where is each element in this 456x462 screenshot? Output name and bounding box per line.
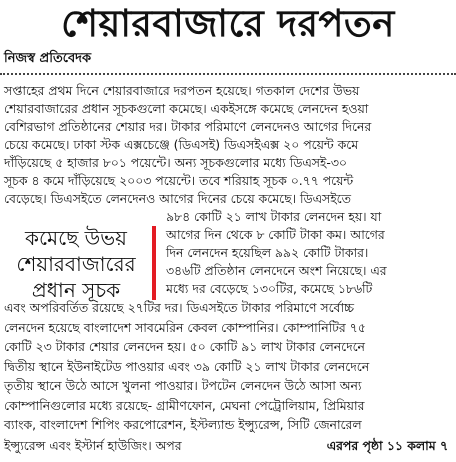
- last-line: [4, 437, 452, 455]
- body-line: চেয়ে কমেছে। ঢাকা স্টক এক্সচেঞ্জে (ডিএসই) ডিএসইএক্স ২০ পয়েন্ট কমে: [4, 137, 359, 152]
- body-line: বেশিরভাগ প্রতিষ্ঠানের শেয়ার দর। টাকার পরিমাণে লেনদেনও আগের দিনের: [4, 119, 372, 134]
- pull-quote-line: প্রধান সূচক: [31, 278, 121, 302]
- body-line: এবং অপরিবর্তিত রয়েছে ২৭টির দর। ডিএসইতে টাকার পরিমাণে সর্বোচ্চ: [4, 300, 354, 315]
- body-line: আগের দিন থেকে ৮ কোটি টাকা কম। আগের: [166, 227, 385, 242]
- body-line: ৩৪৬টি প্রতিষ্ঠান লেনদেনে অংশ নিয়েছে। এর: [166, 263, 387, 278]
- dotted-divider: [0, 73, 456, 75]
- body-line: দাঁড়িয়েছে ৫ হাজার ৮০১ পয়েন্টে। অন্য সূচকগুলোর মধ্যে ডিএসই-৩০: [4, 155, 347, 170]
- body-line: ৯৮৪ কোটি ২১ লাখ টাকার লেনদেন হয়। যা: [166, 209, 382, 224]
- body-line: তৃতীয় স্থানে উঠে আসে খুলনা পাওয়ার। টপটেন লেনদেন উঠে আসা অন্য: [4, 378, 362, 393]
- pull-quote-line: কমেছে উভয়: [25, 226, 127, 250]
- body-line: বেড়েছে। ডিএসইতে লেনদেনও আগের দিনের চেয়ে কমেছে। ডিএসইতে: [4, 191, 351, 206]
- body-line: শেয়ারবাজারের প্রধান সূচকগুলো কমেছে। একইসঙ্গে কমেছে লেনদেন হওয়া: [4, 101, 369, 116]
- body-line: সপ্তাহের প্রথম দিনে শেয়ারবাজারে দরপতন হয়েছে। গতকাল দেশের উভয়: [4, 83, 360, 98]
- body-line: কোম্পানিগুলোর মধ্যে রয়েছে- গ্রামীণফোন, মেঘনা পেট্রোলিয়াম, প্রিমিয়ার: [4, 397, 365, 413]
- body-line: লেনদেন হয়েছে বাংলাদেশ সাবমেরিন কেবল কোম্পানির। কোম্পানিটির ৭৫: [4, 319, 366, 335]
- pull-quote-line: শেয়ারবাজারের: [16, 252, 136, 276]
- continued-jump[interactable]: এরপর পৃষ্ঠা ১১ কলাম ৭: [326, 438, 448, 453]
- body-line: মধ্যে দর বেড়েছে ১৩০টির, কমেছে ১৮৬টি: [166, 281, 373, 296]
- body-line: ব্যাংক, বাংলাদেশ শিপিং করপোরেশন, ইস্টল্যান্ড ইন্স্যুরেন্স, সিটি জেনারেল: [4, 417, 362, 432]
- body-line: কোটি ২৩ টাকার শেয়ার লেনদেন হয়। ৫০ কোটি ৯১ লাখ টাকার লেনদেনে: [4, 339, 365, 354]
- body-line: সূচক ৪ কমে দাঁড়িয়েছে ২০০৩ পয়েন্টে। তবে শরিয়াহ সূচক ০.৭৭ পয়েন্ট: [4, 173, 354, 188]
- body-line: দিন লেনদেন হয়েছিল ৯৯২ কোটি টাকার।: [166, 245, 369, 260]
- last-line-text: ইন্স্যুরেন্স এবং ইস্টার্ন হাউজিং। অপর: [4, 438, 182, 453]
- pull-quote-accent-bar: [152, 226, 156, 300]
- pull-quote: [6, 225, 146, 303]
- body-line: দ্বিতীয় স্থানে ইউনাইটেড পাওয়ার এবং ৩৯ কোটি ২১ লাখ টাকার লেনদেনে: [4, 358, 370, 374]
- headline: শেয়ারবাজারে দরপতন: [61, 2, 395, 45]
- byline: নিজস্ব প্রতিবেদক: [4, 51, 92, 66]
